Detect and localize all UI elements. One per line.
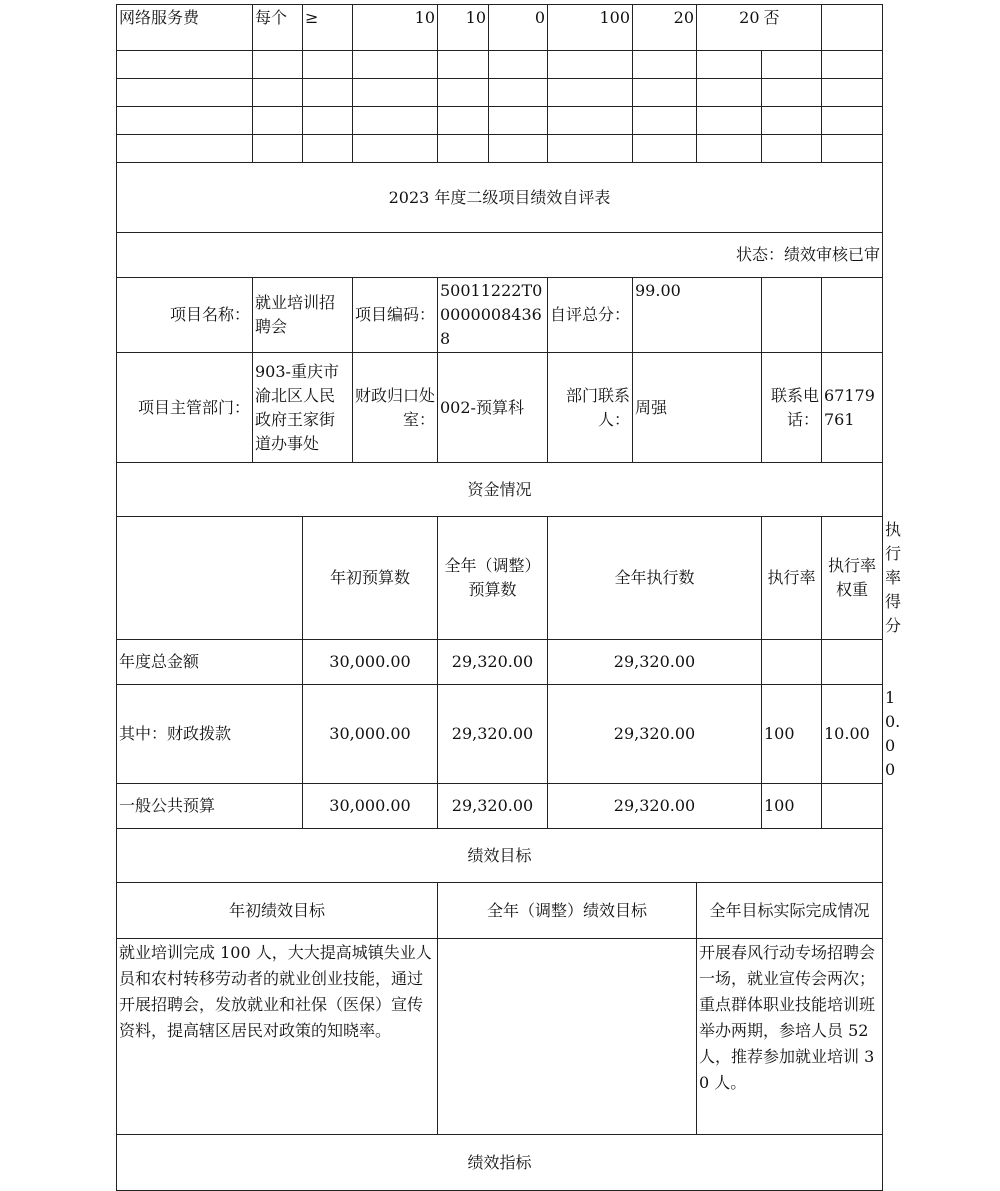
indicators-section-title: 绩效指标 bbox=[117, 1135, 883, 1191]
empty-cell bbox=[822, 51, 883, 79]
funds-row-rate bbox=[762, 640, 822, 685]
indicator-value-6: 20 bbox=[697, 5, 762, 51]
funds-row-executed: 29,320.00 bbox=[548, 640, 762, 685]
empty-cell bbox=[697, 79, 762, 107]
indicator-value-2: 10 bbox=[438, 5, 489, 51]
funds-header-weight: 执行率权重 bbox=[822, 517, 883, 640]
funds-row bbox=[117, 784, 883, 829]
project-code-label: 项目编码： bbox=[353, 278, 438, 353]
indicator-value-5: 20 bbox=[633, 5, 697, 51]
funds-row-initial: 30,000.00 bbox=[303, 640, 438, 685]
project-name-value: 就业培训招聘会 bbox=[253, 278, 353, 353]
empty-cell bbox=[253, 79, 303, 107]
performance-self-evaluation-sheet bbox=[116, 4, 902, 1191]
empty-cell bbox=[303, 51, 353, 79]
form-title: 2023 年度二级项目绩效自评表 bbox=[117, 163, 883, 233]
empty-cell bbox=[762, 107, 822, 135]
indicator-unit: 每个 bbox=[253, 5, 303, 51]
goals-content-row bbox=[117, 939, 883, 1135]
indicator-row bbox=[117, 5, 883, 51]
project-code-value: 50011222T000000084368 bbox=[438, 278, 548, 353]
goals-section-row bbox=[117, 829, 883, 883]
funds-row-adjusted: 29,320.00 bbox=[438, 784, 548, 829]
finance-label: 财政归口处室： bbox=[353, 353, 438, 463]
empty-cell bbox=[353, 107, 438, 135]
empty-cell bbox=[353, 51, 438, 79]
empty-cell bbox=[253, 51, 303, 79]
empty-row bbox=[117, 51, 883, 79]
goals-actual-text: 开展春风行动专场招聘会一场，就业宣传会两次；重点群体职业技能培训班举办两期，参培人员 52 人，推荐参加就业培训 30 人。 bbox=[697, 939, 883, 1135]
empty-cell bbox=[303, 107, 353, 135]
goals-header-adjusted: 全年（调整）绩效目标 bbox=[438, 883, 697, 939]
empty-row bbox=[117, 107, 883, 135]
empty-cell bbox=[117, 79, 253, 107]
empty-cell bbox=[489, 135, 548, 163]
title-row bbox=[117, 163, 883, 233]
empty-cell bbox=[822, 5, 883, 51]
empty-cell bbox=[438, 51, 489, 79]
funds-row-weight: 10.00 bbox=[822, 685, 883, 784]
empty-cell bbox=[762, 79, 822, 107]
empty-cell bbox=[253, 135, 303, 163]
empty-cell bbox=[438, 107, 489, 135]
goals-header-actual: 全年目标实际完成情况 bbox=[697, 883, 883, 939]
contact-label: 部门联系人： bbox=[548, 353, 633, 463]
empty-cell bbox=[697, 107, 762, 135]
finance-value: 002-预算科 bbox=[438, 353, 548, 463]
indicator-name: 网络服务费 bbox=[117, 5, 253, 51]
funds-row-initial: 30,000.00 bbox=[303, 784, 438, 829]
indicator-value-1: 10 bbox=[353, 5, 438, 51]
empty-cell bbox=[489, 51, 548, 79]
indicator-value-3: 0 bbox=[489, 5, 548, 51]
empty-cell bbox=[762, 278, 822, 353]
empty-cell bbox=[697, 51, 762, 79]
funds-row-weight bbox=[822, 640, 883, 685]
empty-cell bbox=[438, 135, 489, 163]
empty-cell bbox=[117, 517, 303, 640]
empty-cell bbox=[548, 135, 633, 163]
empty-row bbox=[117, 135, 883, 163]
goals-initial-text: 就业培训完成 100 人，大大提高城镇失业人员和农村转移劳动者的就业创业技能，通过开展招聘会，发放就业和社保（医保）宣传资料，提高辖区居民对政策的知晓率。 bbox=[117, 939, 438, 1135]
empty-cell bbox=[489, 107, 548, 135]
funds-header-row: 年初预算数 全年（调整）预算数 全年执行数 执行率 执行率权重 执行率得分 bbox=[117, 517, 883, 640]
empty-cell bbox=[697, 135, 762, 163]
goals-header-initial: 年初绩效目标 bbox=[117, 883, 438, 939]
self-score-label: 自评总分： bbox=[548, 278, 633, 353]
indicator-value-4: 100 bbox=[548, 5, 633, 51]
funds-header-initial: 年初预算数 bbox=[303, 517, 438, 640]
empty-cell bbox=[353, 79, 438, 107]
contact-value: 周强 bbox=[633, 353, 762, 463]
empty-cell bbox=[489, 79, 548, 107]
empty-cell bbox=[822, 79, 883, 107]
indicators-section-row bbox=[117, 1135, 883, 1191]
funds-row-rate: 100 bbox=[762, 685, 822, 784]
empty-row bbox=[117, 79, 883, 107]
empty-cell bbox=[117, 51, 253, 79]
project-info-row bbox=[117, 278, 883, 353]
empty-cell bbox=[822, 107, 883, 135]
funds-row-executed: 29,320.00 bbox=[548, 685, 762, 784]
funds-header-adjusted: 全年（调整）预算数 bbox=[438, 517, 548, 640]
dept-value: 903-重庆市渝北区人民政府王家街道办事处 bbox=[253, 353, 353, 463]
indicator-operator: ≥ bbox=[303, 5, 353, 51]
funds-row-rate: 100 bbox=[762, 784, 822, 829]
funds-row bbox=[117, 640, 883, 685]
evaluation-table bbox=[116, 4, 902, 1191]
empty-cell bbox=[303, 135, 353, 163]
empty-cell bbox=[822, 278, 883, 353]
funds-row-label: 年度总金额 bbox=[117, 640, 303, 685]
empty-cell bbox=[822, 135, 883, 163]
status-text: 状态：绩效审核已审 bbox=[117, 233, 883, 278]
funds-row-weight bbox=[822, 784, 883, 829]
funds-header-executed: 全年执行数 bbox=[548, 517, 762, 640]
funds-row-label: 其中：财政拨款 bbox=[117, 685, 303, 784]
empty-cell bbox=[548, 51, 633, 79]
funds-row-adjusted: 29,320.00 bbox=[438, 685, 548, 784]
empty-cell bbox=[117, 107, 253, 135]
funds-row-initial: 30,000.00 bbox=[303, 685, 438, 784]
empty-cell bbox=[548, 107, 633, 135]
empty-cell bbox=[762, 135, 822, 163]
empty-cell bbox=[253, 107, 303, 135]
empty-cell bbox=[353, 135, 438, 163]
funds-section-row bbox=[117, 463, 883, 517]
empty-cell bbox=[633, 107, 697, 135]
dept-label: 项目主管部门： bbox=[117, 353, 253, 463]
phone-label: 联系电话： bbox=[762, 353, 822, 463]
status-row bbox=[117, 233, 883, 278]
funds-row-label: 一般公共预算 bbox=[117, 784, 303, 829]
indicator-flag: 否 bbox=[762, 5, 822, 51]
empty-cell bbox=[548, 79, 633, 107]
goals-header-row bbox=[117, 883, 883, 939]
department-row bbox=[117, 353, 883, 463]
empty-cell bbox=[633, 135, 697, 163]
funds-row-executed: 29,320.00 bbox=[548, 784, 762, 829]
funds-row-adjusted: 29,320.00 bbox=[438, 640, 548, 685]
project-name-label: 项目名称： bbox=[117, 278, 253, 353]
self-score-value: 99.00 bbox=[633, 278, 762, 353]
funds-header-rate: 执行率 bbox=[762, 517, 822, 640]
phone-value: 67179761 bbox=[822, 353, 883, 463]
funds-row: 其中：财政拨款 30,000.00 29,320.00 29,320.00 100 10.00 10.00 bbox=[117, 685, 883, 784]
empty-cell bbox=[633, 79, 697, 107]
empty-cell bbox=[633, 51, 697, 79]
empty-cell bbox=[303, 79, 353, 107]
empty-cell bbox=[762, 51, 822, 79]
funds-section-title: 资金情况 bbox=[117, 463, 883, 517]
goals-adjusted-text bbox=[438, 939, 697, 1135]
goals-section-title: 绩效目标 bbox=[117, 829, 883, 883]
empty-cell bbox=[438, 79, 489, 107]
empty-cell bbox=[117, 135, 253, 163]
